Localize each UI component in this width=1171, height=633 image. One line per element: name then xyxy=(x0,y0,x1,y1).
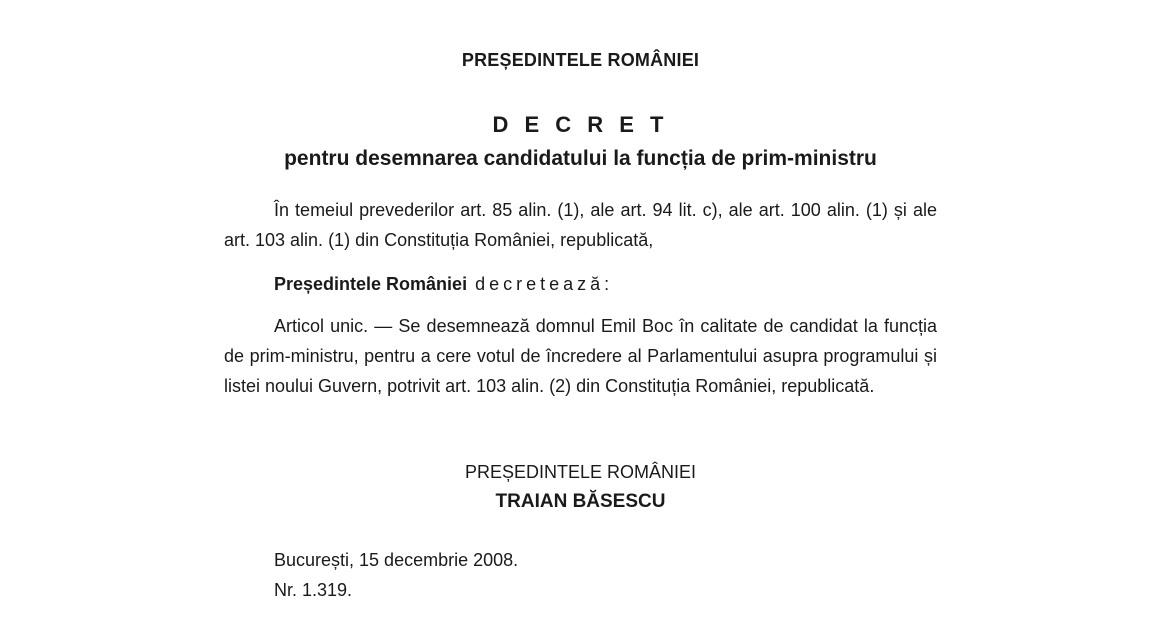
article-paragraph: Articol unic. — Se desemnează domnul Emil Boc în calitate de candidat la funcția de prim-ministru, pentru a cere votul de încredere al Parlamentului asupra programului și listei noului Guvern, potrivit art. 103 alin. (2) din Constituția României, republicată. xyxy=(224,316,937,396)
legal-basis-paragraph: În temeiul prevederilor art. 85 alin. (1), ale art. 94 lit. c), ale art. 100 alin. (1) și ale art. 103 alin. (1) din Constituția României, republicată, xyxy=(224,200,937,250)
issuer-heading: PREȘEDINTELE ROMÂNIEI xyxy=(461,50,700,70)
decree-verb: decretează xyxy=(475,274,605,294)
signer-title: PREȘEDINTELE ROMÂNIEI xyxy=(464,462,697,482)
decree-colon: : xyxy=(604,274,610,294)
signer-name: TRAIAN BĂSESCU xyxy=(495,491,666,512)
decree-clause xyxy=(224,269,937,299)
decree-number: Nr. 1.319. xyxy=(274,580,353,600)
decree-subtitle: pentru desemnarea candidatului la funcția de prim-ministru xyxy=(284,147,877,170)
decree-title: D E C R E T xyxy=(492,112,669,137)
place-date: București, 15 decembrie 2008. xyxy=(274,550,519,570)
decree-lead: Președintele României xyxy=(274,274,468,294)
